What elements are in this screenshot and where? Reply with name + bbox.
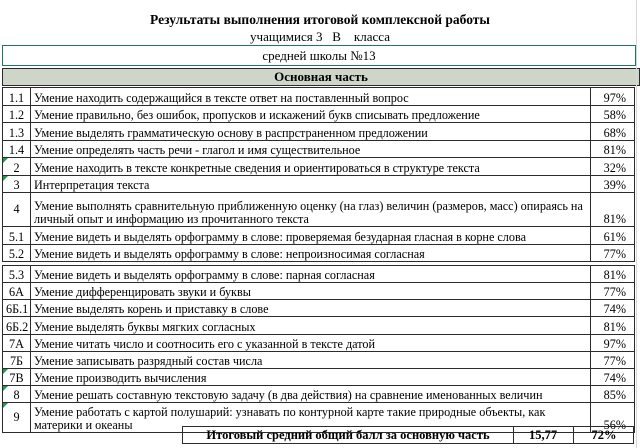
row-percent: 77% [591,283,635,300]
class-line [0,29,640,45]
table-row [3,283,635,300]
row-number: 6А [3,283,31,300]
row-number: 5.1 [3,227,31,245]
row-percent: 61% [591,227,635,245]
row-description: Умение решать составную текстовую задачу (в два действия) на сравнение именованных величин [31,386,591,403]
row-percent: 74% [591,369,635,386]
row-description: Умение видеть и выделять орфограмму в слове: парная согласная [31,266,591,283]
row-description: Умение читать число и соотносить его с указанной в тексте датой [31,335,591,352]
row-number: 8 [3,386,31,403]
row-number: 5.3 [3,266,31,283]
row-description: Умение выделять корень и приставку в слове [31,300,591,317]
table-row [3,141,635,158]
row-percent: 85% [591,386,635,403]
cell-comment-marker-icon [3,386,8,391]
row-number: 1.2 [3,106,31,123]
table-row [3,88,635,106]
school-name: средней школы №13 [2,45,636,66]
row-number: 7А [3,335,31,352]
row-description: Интерпретация текста [31,176,591,193]
row-description: Умение находить в тексте конкретные сведения и ориентироваться в структуре текста [31,158,591,176]
row-number: 1.1 [3,88,31,106]
row-description: Умение дифференцировать звуки и буквы [31,283,591,300]
total-row [182,426,634,444]
row-percent: 81% [591,317,635,335]
row-description: Умение определять часть речи - глагол и имя существительное [31,141,591,158]
table-row [3,369,635,386]
row-number: 9 [3,403,31,433]
cell-comment-marker-icon [3,176,8,181]
total-percent: 72% [591,428,617,442]
row-description: Умение видеть и выделять орфограмму в слове: непроизносимая согласная [31,245,591,262]
row-percent: 68% [591,123,635,141]
row-number: 1.4 [3,141,31,158]
cell-comment-marker-icon [3,403,8,408]
row-percent: 81% [591,141,635,158]
table-row [3,193,635,227]
row-percent: 97% [591,335,635,352]
row-percent: 97% [591,88,635,106]
row-description: Умение правильно, без ошибок, пропусков и искажений букв списывать предложение [31,106,591,123]
table-row [3,335,635,352]
row-number: 4 [3,193,31,227]
sheet-gridline [636,0,637,448]
row-description: Умение выполнять сравнительную приближенную оценку (на глаз) величин (размеров, масс) опираясь на личный опыт и информацию из прочитанного текста [31,193,591,227]
table-row [3,158,635,176]
table-row [3,176,635,193]
table-row [3,300,635,317]
row-percent: 74% [591,300,635,317]
row-description: Умение видеть и выделять орфограмму в слове: проверяемая безударная гласная в корне слова [31,227,591,245]
row-percent: 81% [591,266,635,283]
row-percent: 77% [591,245,635,262]
table-row [3,227,635,245]
table-row [3,245,635,262]
row-description: Умение находить содержащийся в тексте ответ на поставленный вопрос [31,88,591,106]
row-description: Умение записывать разрядный состав числа [31,352,591,369]
row-number: 6Б.1 [3,300,31,317]
report-title: Результаты выполнения итоговой комплексной работы [150,12,490,27]
row-number: 5.2 [3,245,31,262]
row-number: 2 [3,158,31,176]
row-description: Умение выделять грамматическую основу в распрстраненном предложении [31,123,591,141]
students-prefix: учащимися 3 [250,29,323,44]
row-percent: 56% [591,403,635,433]
cell-comment-marker-icon [3,158,8,163]
row-percent: 58% [591,106,635,123]
table-row [3,317,635,335]
table-row [3,123,635,141]
row-description: Умение производить вычисления [31,369,591,386]
row-number: 1.3 [3,123,31,141]
cell-comment-marker-icon [3,369,8,374]
row-percent: 39% [591,176,635,193]
row-percent: 32% [591,158,635,176]
table-row [3,266,635,283]
row-number: 7В [3,369,31,386]
row-description: Умение выделять буквы мягких согласных [31,317,591,335]
table-row [3,386,635,403]
row-number: 7Б [3,352,31,369]
table-row [3,106,635,123]
class-letter: В [332,29,341,44]
section-title: Основная часть [2,68,640,86]
row-percent: 77% [591,352,635,369]
row-number: 6Б.2 [3,317,31,335]
row-description: Умение работать с картой полушарий: узнавать по контурной карте такие природные объекты, как материки и океаны [31,403,591,433]
total-score: 15,77 [528,428,558,442]
row-number: 3 [3,176,31,193]
results-table [2,87,635,433]
table-row [3,352,635,369]
class-word: класса [353,29,390,44]
row-percent: 81% [591,193,635,227]
total-label: Итоговый средний общий балл за основную часть [206,428,490,442]
